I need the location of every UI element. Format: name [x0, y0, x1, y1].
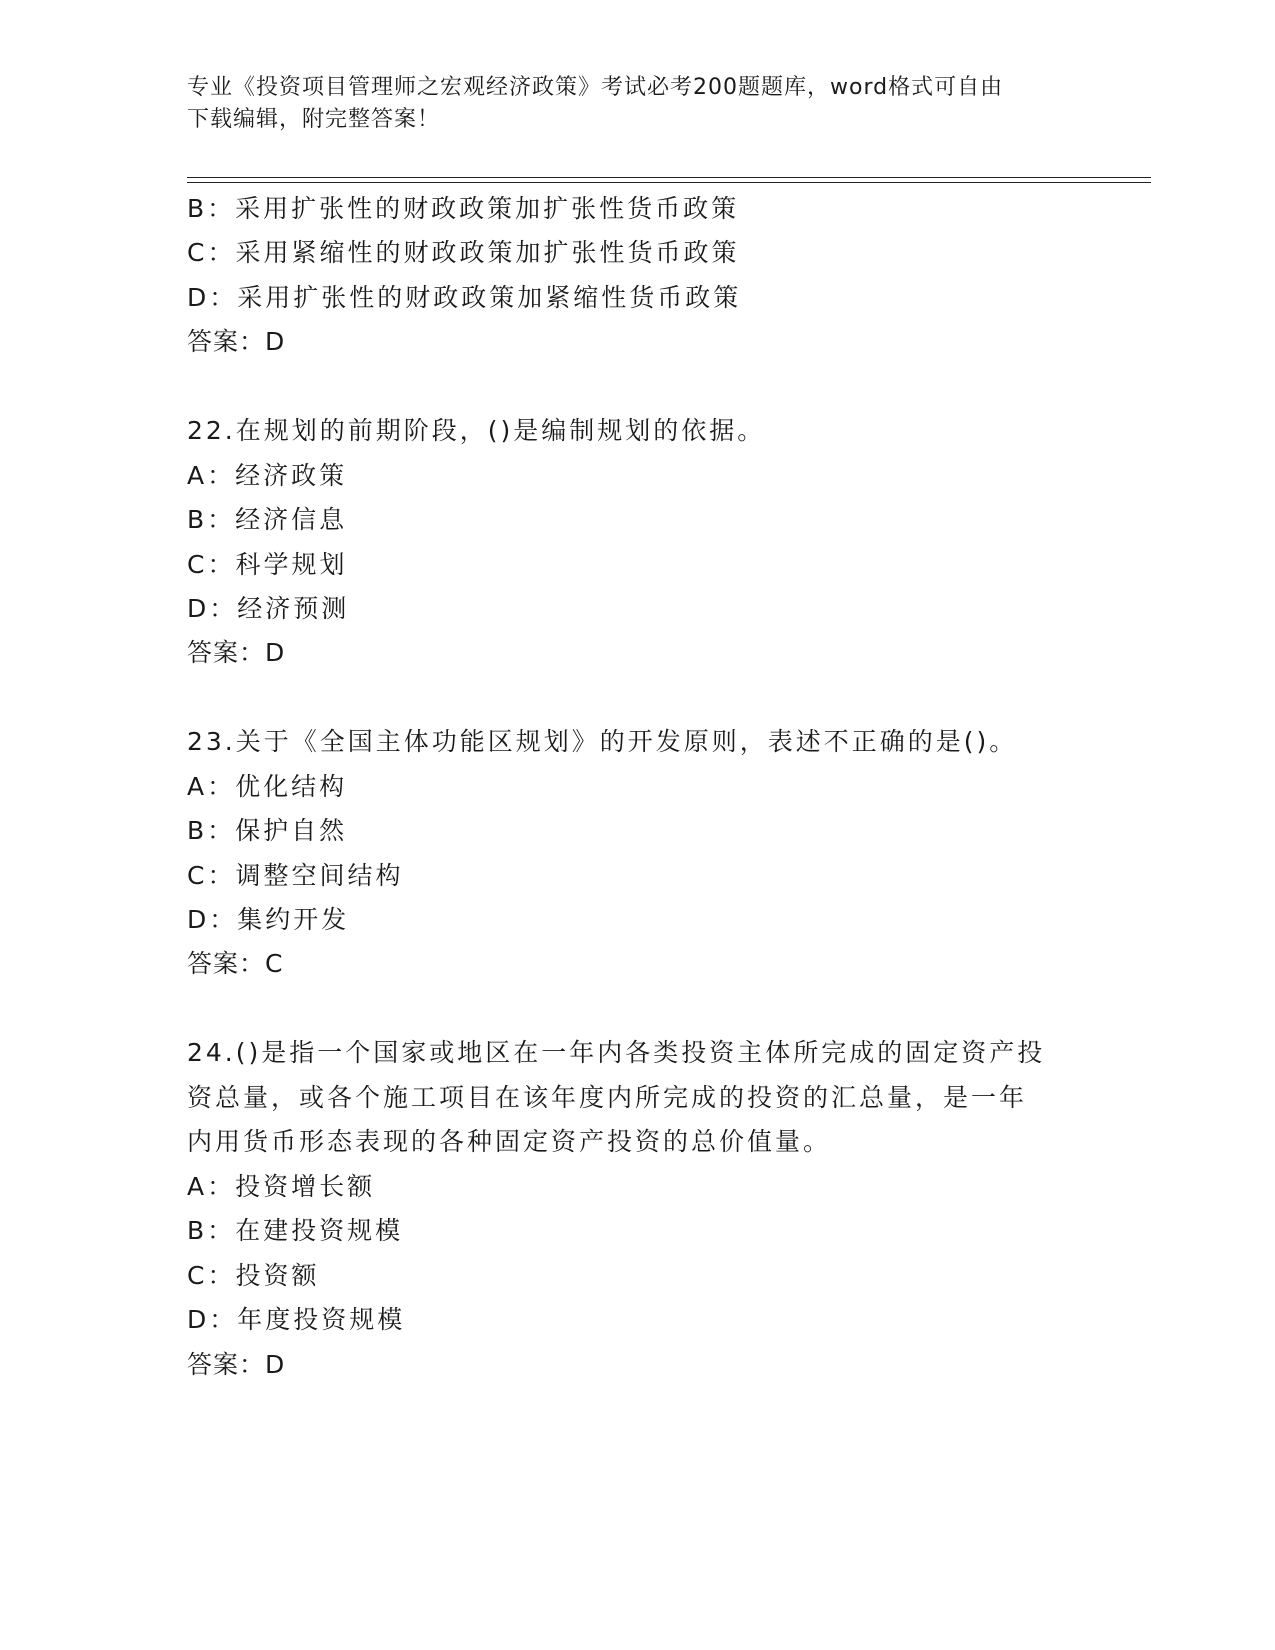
q24-answer: 答案：D	[187, 1350, 286, 1379]
q21-option-c: C：采用紧缩性的财政政策加扩张性货币政策	[187, 238, 740, 267]
q21-option-b: B：采用扩张性的财政政策加扩张性货币政策	[187, 194, 740, 223]
q24-option-a: A：投资增长额	[187, 1172, 376, 1201]
q23-option-c: C：调整空间结构	[187, 861, 404, 890]
header-line-1: 专业《投资项目管理师之宏观经济政策》考试必考200题题库，word格式可自由	[187, 75, 1004, 100]
header-line-2: 下载编辑，附完整答案！	[187, 107, 441, 132]
q24-stem-line-1: 24.()是指一个国家或地区在一年内各类投资主体所完成的固定资产投	[187, 1038, 1046, 1067]
q22-option-c: C：科学规划	[187, 550, 348, 579]
q22-answer: 答案：D	[187, 638, 286, 667]
q23-stem: 23.关于《全国主体功能区规划》的开发原则，表述不正确的是()。	[187, 727, 1018, 756]
document-header	[187, 72, 1067, 136]
q24-option-d: D：年度投资规模	[187, 1305, 406, 1334]
q23-option-a: A：优化结构	[187, 772, 348, 801]
header-rule-top	[187, 177, 1151, 178]
q24-stem-line-3: 内用货币形态表现的各种固定资产投资的总价值量。	[187, 1127, 832, 1156]
q21-answer: 答案：D	[187, 327, 286, 356]
q24-option-c: C：投资额	[187, 1261, 320, 1290]
q23-option-b: B：保护自然	[187, 816, 348, 845]
q22-stem: 22.在规划的前期阶段，()是编制规划的依据。	[187, 416, 766, 445]
header-rule-bottom	[187, 182, 1151, 183]
q22-option-d: D：经济预测	[187, 594, 350, 623]
q24-option-b: B：在建投资规模	[187, 1216, 404, 1245]
q23-answer: 答案：C	[187, 949, 284, 978]
q22-option-b: B：经济信息	[187, 505, 348, 534]
q24-stem-line-2: 资总量，或各个施工项目在该年度内所完成的投资的汇总量，是一年	[187, 1083, 1028, 1112]
q21-option-d: D：采用扩张性的财政政策加紧缩性货币政策	[187, 283, 742, 312]
q22-option-a: A：经济政策	[187, 461, 348, 490]
q23-option-d: D：集约开发	[187, 905, 350, 934]
